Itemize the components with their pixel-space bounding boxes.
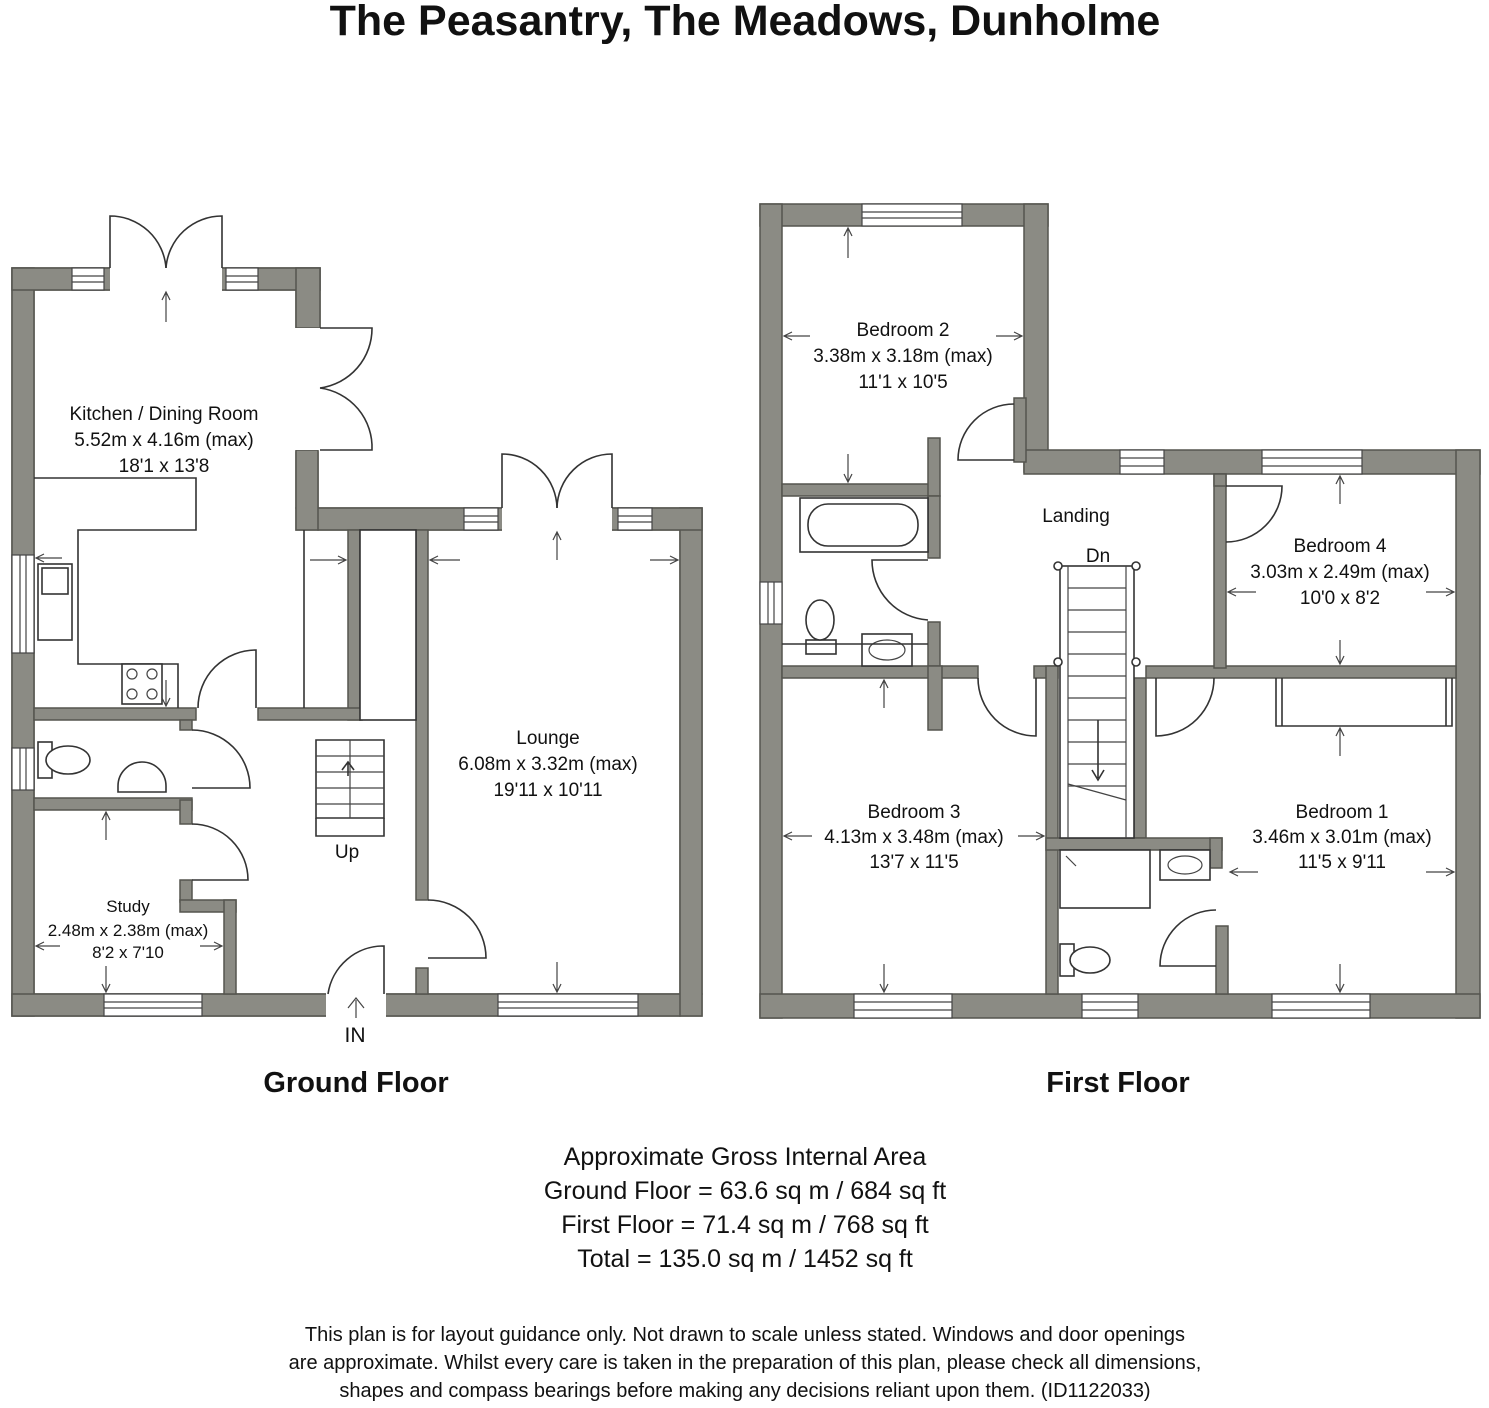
window (12, 555, 34, 653)
window (104, 994, 202, 1016)
bed2-door-swing (958, 404, 1014, 460)
shower-tray (1060, 850, 1150, 908)
bed4-west-wall (1214, 474, 1226, 668)
room-name: Bedroom 3 (867, 802, 961, 823)
sink-bowl (42, 568, 68, 594)
ground-floor-plan (12, 216, 702, 1047)
lounge-west-wall (416, 530, 428, 900)
bed4-door-jamb (1214, 474, 1226, 486)
room-name: Bedroom 1 (1295, 802, 1389, 823)
basin (862, 634, 912, 666)
room-dimensions-imperial: 11'1 x 10'5 (858, 372, 948, 393)
plan-title: The Peasantry, The Meadows, Dunholme (329, 0, 1161, 45)
bed3-door-swing (978, 678, 1036, 736)
room-dimensions-metric: 5.52m x 4.16m (max) (74, 430, 254, 451)
bed3-east-wall (1046, 666, 1058, 994)
window (498, 994, 638, 1016)
room-bedroom4-label (1250, 536, 1430, 609)
window (226, 268, 258, 290)
area-summary (544, 1143, 946, 1273)
room-bedroom1-label (1252, 802, 1432, 873)
area-heading: Approximate Gross Internal Area (563, 1143, 927, 1171)
disclaimer-line: This plan is for layout guidance only. Not drawn to scale unless stated. Windows and door openings (304, 1324, 1186, 1346)
ground-staircase (316, 740, 384, 836)
under-stairs-cupboard (360, 530, 416, 720)
bed2-door-jamb (1014, 398, 1026, 462)
bed2-south-wall (782, 484, 930, 496)
toilet (1060, 944, 1110, 976)
room-dimensions-metric: 3.38m x 3.18m (max) (813, 346, 993, 367)
room-dimensions-imperial: 19'11 x 10'11 (493, 780, 603, 801)
study-door-swing (192, 824, 248, 880)
wc-east-wall-top (180, 720, 192, 730)
landing-label: Landing (1042, 506, 1110, 527)
hob (122, 664, 162, 704)
lounge-door-swing (428, 900, 486, 958)
kitchen-east-lower-wall (296, 450, 318, 530)
kitchen-french-door-opening (110, 267, 222, 291)
wc-door-swing (192, 730, 250, 788)
room-dimensions-imperial: 18'1 x 13'8 (118, 456, 210, 477)
kitchen-east-upper-wall (296, 268, 320, 328)
room-dimensions-imperial: 8'2 x 7'10 (92, 943, 164, 962)
ensuite-north-wall (1046, 838, 1222, 850)
disclaimer (289, 1324, 1202, 1402)
window (1262, 450, 1362, 474)
area-first: First Floor = 71.4 sq m / 768 sq ft (561, 1211, 929, 1239)
ensuite-east-wall (1216, 926, 1228, 994)
cupboard-wall (348, 530, 360, 720)
stairs-down-label: Dn (1085, 546, 1111, 567)
bathroom-east-wall (928, 496, 940, 558)
room-name: Kitchen / Dining Room (69, 404, 259, 425)
patio-door-swing (320, 328, 372, 388)
room-dimensions-imperial: 11'5 x 9'11 (1298, 852, 1386, 873)
ensuite-door-swing (1160, 910, 1216, 966)
room-name: Lounge (516, 728, 580, 749)
wc-south-wall (34, 798, 192, 810)
kitchen-door-swing (198, 650, 256, 708)
area-ground: Ground Floor = 63.6 sq m / 684 sq ft (543, 1177, 947, 1205)
room-dimensions-imperial: 10'0 x 8'2 (1299, 588, 1381, 609)
ensuite-east-wall-top (1210, 838, 1222, 868)
disclaimer-line: are approximate. Whilst every care is taken in the preparation of this plan, please check all dimensions, (288, 1352, 1202, 1374)
lounge-french-door-opening (502, 507, 612, 531)
area-total: Total = 135.0 sq m / 1452 sq ft (577, 1245, 913, 1273)
bath-basin (808, 504, 918, 546)
bathroom-door-swing (872, 560, 928, 620)
window (854, 994, 952, 1018)
room-name: Bedroom 2 (856, 320, 950, 341)
bed1-north-wall (1146, 666, 1456, 678)
room-bedroom2-label (813, 320, 993, 393)
room-dimensions-metric: 3.46m x 3.01m (max) (1252, 827, 1432, 848)
disclaimer-line: shapes and compass bearings before making any decisions reliant upon them. (ID1122033) (339, 1380, 1151, 1402)
first-floor-label: First Floor (1046, 1067, 1190, 1099)
french-door-swing (166, 216, 222, 268)
window (1272, 994, 1370, 1018)
french-door-swing (502, 454, 557, 508)
window (862, 204, 962, 226)
ground-east-wall (680, 508, 702, 1016)
room-dimensions-metric: 3.03m x 2.49m (max) (1250, 562, 1430, 583)
basin (118, 762, 166, 792)
window (618, 508, 652, 530)
window (464, 508, 498, 530)
window (12, 748, 34, 790)
study-east-wall-mid (180, 880, 192, 902)
room-dimensions-metric: 2.48m x 2.38m (max) (47, 921, 209, 940)
kitchen-side-door-opening (295, 328, 321, 450)
toilet (38, 742, 90, 778)
wardrobe (1276, 678, 1452, 726)
room-name: Study (106, 897, 150, 916)
first-floor-plan (760, 204, 1480, 1018)
ground-floor-label: Ground Floor (263, 1067, 449, 1099)
first-north-wall (1024, 450, 1480, 474)
study-east-wall-lower (224, 900, 236, 994)
window (1082, 994, 1138, 1018)
room-dimensions-imperial: 13'7 x 11'5 (869, 852, 959, 873)
bathroom-east-wall-top (928, 438, 940, 496)
stairs-up-label: Up (334, 842, 360, 863)
french-door-swing (110, 216, 166, 268)
toilet (806, 600, 836, 654)
bed3-north-wall (782, 666, 978, 678)
bed4-door-swing (1226, 486, 1282, 542)
room-dimensions-metric: 4.13m x 3.48m (max) (824, 827, 1004, 848)
first-east-wall (1456, 450, 1480, 1018)
room-lounge-label (458, 728, 638, 801)
room-kitchen-label (69, 404, 258, 477)
front-door-swing (328, 946, 384, 994)
bathroom-east-wall-lower (928, 622, 940, 668)
window (72, 268, 104, 290)
window (760, 582, 782, 624)
patio-door-swing (320, 388, 372, 450)
room-bedroom3-label (824, 802, 1004, 873)
kitchen-south-wall-b (258, 708, 362, 720)
bed3-north-stub (928, 666, 942, 730)
study-east-wall-top (180, 800, 192, 824)
room-name: Bedroom 4 (1293, 536, 1387, 557)
basin (1160, 850, 1210, 880)
stairs-east-wall (1134, 678, 1146, 838)
entrance-label: IN (344, 1024, 366, 1047)
room-dimensions-metric: 6.08m x 3.32m (max) (458, 754, 638, 775)
bed2-east-wall (1024, 204, 1048, 472)
bed1-door-swing (1156, 678, 1214, 736)
french-door-swing (557, 454, 612, 508)
lounge-west-wall-lower (416, 968, 428, 994)
first-staircase (1054, 562, 1140, 838)
kitchen-south-wall-a (34, 708, 196, 720)
window (1120, 450, 1164, 474)
